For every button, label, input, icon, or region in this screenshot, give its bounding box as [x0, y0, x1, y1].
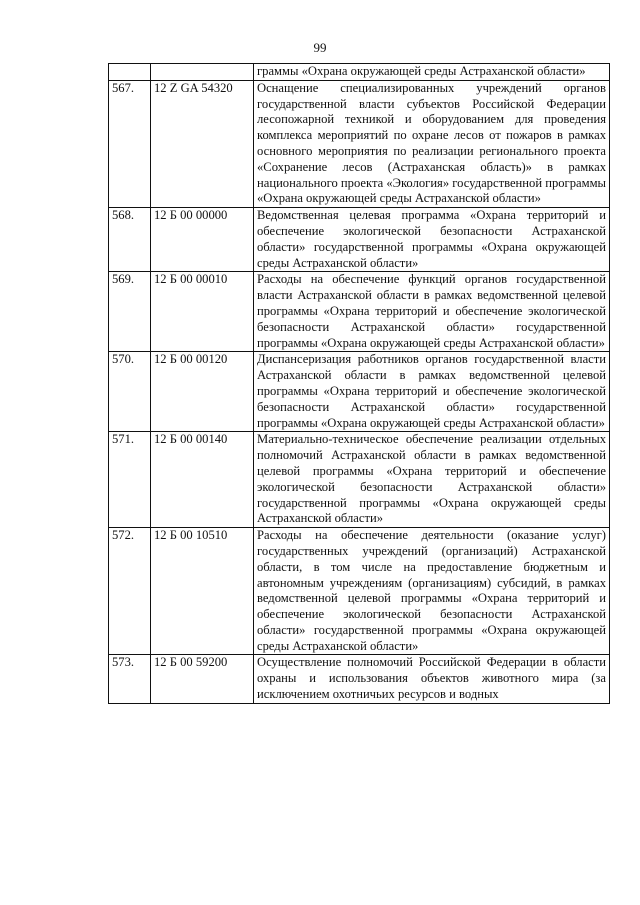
target-article-code: 12 Б 00 00010 — [151, 272, 254, 352]
table-row — [109, 208, 610, 272]
target-article-code: 12 Б 00 10510 — [151, 528, 254, 655]
row-number: 571. — [109, 432, 151, 528]
expense-description: Материально-техническое обеспечение реализации отдельных полномочий Астраханской области в рамках ведомственной целевой программы «Охрана территорий и обеспечение экологической безопасности Астраханской области» государственной программы «Охрана окружающей среды Астраханской области» — [254, 432, 610, 528]
table-row — [109, 655, 610, 703]
row-number: 567. — [109, 80, 151, 207]
expense-description: Расходы на обеспечение деятельности (оказание услуг) государственных учреждений (организаций) Астраханской области, в том числе на предоставление бюджетным и автономным учреждениям (организациям) субсидий, в рамках ведомственной целевой программы «Охрана территорий и обеспечение экологической безопасности Астраханской области» государственной программы «Охрана окружающей среды Астраханской области» — [254, 528, 610, 655]
expense-description: Ведомственная целевая программа «Охрана территорий и обеспечение экологической безопасности Астраханской области» государственной программы «Охрана окружающей среды Астраханской области» — [254, 208, 610, 272]
row-number: 570. — [109, 352, 151, 432]
table-row — [109, 432, 610, 528]
row-number — [109, 64, 151, 81]
table-row — [109, 272, 610, 352]
budget-classification-table — [108, 63, 610, 704]
page-number: 99 — [313, 40, 327, 55]
table-row — [109, 352, 610, 432]
target-article-code: 12 Б 00 00140 — [151, 432, 254, 528]
expense-description: граммы «Охрана окружающей среды Астраханской области» — [254, 64, 610, 81]
row-number: 569. — [109, 272, 151, 352]
target-article-code: 12 Б 00 00120 — [151, 352, 254, 432]
target-article-code: 12 Б 00 00000 — [151, 208, 254, 272]
expense-description: Оснащение специализированных учреждений органов государственной власти субъектов Российской Федерации лесопожарной техникой и оборудованием для проведения комплекса мероприятий по охране лесов от пожаров в рамках основного мероприятия по реализации регионального проекта «Сохранение лесов (Астраханская область)» в рамках национального проекта «Экология» государственной программы «Охрана окружающей среды Астраханской области» — [254, 80, 610, 207]
target-article-code: 12 Z GA 54320 — [151, 80, 254, 207]
row-number: 568. — [109, 208, 151, 272]
expense-description: Диспансеризация работников органов государственной власти Астраханской области в рамках ведомственной целевой программы «Охрана территорий и обеспечение экологической безопасности Астраханской области» государственной программы «Охрана окружающей среды Астраханской области» — [254, 352, 610, 432]
table-row — [109, 528, 610, 655]
table-row — [109, 80, 610, 207]
table-row — [109, 64, 610, 81]
row-number: 573. — [109, 655, 151, 703]
expense-description: Осуществление полномочий Российской Федерации в области охраны и использования объектов животного мира (за исключением охотничьих ресурсов и водных — [254, 655, 610, 703]
expense-description: Расходы на обеспечение функций органов государственной власти Астраханской области в рамках ведомственной целевой программы «Охрана территорий и обеспечение экологической безопасности Астраханской области» государственной программы «Охрана окружающей среды Астраханской области» — [254, 272, 610, 352]
row-number: 572. — [109, 528, 151, 655]
target-article-code — [151, 64, 254, 81]
target-article-code: 12 Б 00 59200 — [151, 655, 254, 703]
